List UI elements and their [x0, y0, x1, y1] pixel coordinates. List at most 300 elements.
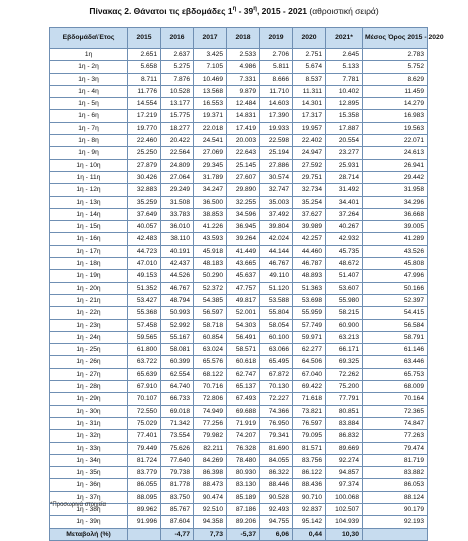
cell-average: 83.882 [363, 467, 428, 479]
cell-2020: 37.627 [293, 208, 326, 220]
change-2018: -5,37 [227, 528, 260, 540]
cell-week: 1η - 35η [50, 467, 128, 479]
table-title: Πίνακας 2. Θάνατοι τις εβδομάδες $1^\eta - 39^\eta$, 2015 - 2021 (αθροιστική σειρά) [89, 6, 379, 16]
cell-2017: 38.853 [194, 208, 227, 220]
cell-2018: 62.747 [227, 368, 260, 380]
cell-2019: 39.804 [260, 221, 293, 233]
cell-2018: 85.189 [227, 491, 260, 503]
cell-2018: 25.145 [227, 159, 260, 171]
cell-2015: 17.219 [128, 110, 161, 122]
table-row [50, 147, 428, 159]
cell-week: 1η - 3η [50, 73, 128, 85]
cell-2019: 44.144 [260, 245, 293, 257]
cell-2021: 94.857 [326, 467, 363, 479]
cell-2017: 29.345 [194, 159, 227, 171]
cell-2019: 37.492 [260, 208, 293, 220]
cell-2018: 74.207 [227, 430, 260, 442]
cell-2018: 27.607 [227, 171, 260, 183]
cell-2019: 30.574 [260, 171, 293, 183]
cell-week: 1η - 14η [50, 208, 128, 220]
cell-2018: 49.817 [227, 294, 260, 306]
cell-2020: 76.597 [293, 417, 326, 429]
cell-2021: 37.264 [326, 208, 363, 220]
cell-2019: 5.811 [260, 61, 293, 73]
table-row [50, 159, 428, 171]
cell-average: 65.753 [363, 368, 428, 380]
cell-2019: 65.495 [260, 356, 293, 368]
table-row [50, 196, 428, 208]
cell-2015: 61.800 [128, 344, 161, 356]
cell-week: 1η - 7η [50, 122, 128, 134]
cell-week: 1η - 17η [50, 245, 128, 257]
cell-week: 1η - 20η [50, 282, 128, 294]
cell-2017: 50.290 [194, 270, 227, 282]
cell-2021: 34.401 [326, 196, 363, 208]
cell-2018: 71.919 [227, 417, 260, 429]
cell-average: 68.009 [363, 381, 428, 393]
cell-2020: 67.040 [293, 368, 326, 380]
cell-2015: 5.658 [128, 61, 161, 73]
cell-2016: 58.081 [161, 344, 194, 356]
cell-average: 72.365 [363, 405, 428, 417]
cell-2015: 27.879 [128, 159, 161, 171]
cell-2020: 22.402 [293, 135, 326, 147]
cell-average: 70.164 [363, 393, 428, 405]
cell-2021: 10.402 [326, 85, 363, 97]
cell-week: 1η - 16η [50, 233, 128, 245]
cell-week: 1η - 39η [50, 516, 128, 528]
cell-week: 1η - 15η [50, 221, 128, 233]
cell-2016: 62.554 [161, 368, 194, 380]
table-row [50, 393, 428, 405]
cell-2020: 24.947 [293, 147, 326, 159]
cell-week: 1η - 25η [50, 344, 128, 356]
cell-2021: 104.939 [326, 516, 363, 528]
cell-2017: 56.597 [194, 307, 227, 319]
cell-average: 36.668 [363, 208, 428, 220]
cell-2020: 5.674 [293, 61, 326, 73]
cell-2021: 80.851 [326, 405, 363, 417]
cell-week: 1η - 37η [50, 491, 128, 503]
cell-average: 92.193 [363, 516, 428, 528]
header-week: Εβδομάδα\Έτος [50, 28, 128, 49]
cell-2017: 63.024 [194, 344, 227, 356]
cell-2015: 77.401 [128, 430, 161, 442]
cell-week: 1η - 4η [50, 85, 128, 97]
cell-2016: 87.604 [161, 516, 194, 528]
cell-week: 1η - 5η [50, 98, 128, 110]
cell-2020: 73.821 [293, 405, 326, 417]
cell-2021: 48.672 [326, 258, 363, 270]
cell-2021: 51.407 [326, 270, 363, 282]
cell-2015: 49.153 [128, 270, 161, 282]
cell-week: 1η - 21η [50, 294, 128, 306]
change-average [363, 528, 428, 540]
cell-2019: 8.666 [260, 73, 293, 85]
cell-week: 1η [50, 49, 128, 61]
cell-2015: 35.259 [128, 196, 161, 208]
cell-2019: 49.110 [260, 270, 293, 282]
cell-2018: 52.001 [227, 307, 260, 319]
table-row [50, 233, 428, 245]
change-2017: 7,73 [194, 528, 227, 540]
header-2015: 2015 [128, 28, 161, 49]
cell-2016: 77.640 [161, 454, 194, 466]
cell-2015: 55.368 [128, 307, 161, 319]
cell-2016: 66.733 [161, 393, 194, 405]
cell-average: 14.279 [363, 98, 428, 110]
cell-2020: 62.277 [293, 344, 326, 356]
cell-2021: 25.931 [326, 159, 363, 171]
cell-2015: 67.910 [128, 381, 161, 393]
cell-2016: 15.775 [161, 110, 194, 122]
cell-2021: 45.735 [326, 245, 363, 257]
cell-2015: 11.776 [128, 85, 161, 97]
cell-2018: 29.890 [227, 184, 260, 196]
cell-2015: 2.651 [128, 49, 161, 61]
cell-2020: 44.460 [293, 245, 326, 257]
table-row [50, 467, 428, 479]
cell-average: 58.791 [363, 331, 428, 343]
cell-2020: 69.422 [293, 381, 326, 393]
cell-average: 26.941 [363, 159, 428, 171]
table-row [50, 49, 428, 61]
header-2017: 2017 [194, 28, 227, 49]
cell-2015: 88.095 [128, 491, 161, 503]
table-row [50, 331, 428, 343]
cell-2020: 32.734 [293, 184, 326, 196]
cell-2019: 14.603 [260, 98, 293, 110]
cell-2016: 36.010 [161, 221, 194, 233]
cell-week: 1η - 34η [50, 454, 128, 466]
cell-2019: 92.493 [260, 503, 293, 515]
cell-2018: 4.986 [227, 61, 260, 73]
table-row [50, 245, 428, 257]
cell-2017: 31.789 [194, 171, 227, 183]
table-row [50, 405, 428, 417]
cell-2019: 81.690 [260, 442, 293, 454]
cell-2017: 68.122 [194, 368, 227, 380]
cell-2015: 81.724 [128, 454, 161, 466]
cell-2020: 83.756 [293, 454, 326, 466]
cell-2020: 55.959 [293, 307, 326, 319]
cell-week: 1η - 27η [50, 368, 128, 380]
cell-2020: 81.571 [293, 442, 326, 454]
cell-2019: 22.598 [260, 135, 293, 147]
cell-2019: 84.055 [260, 454, 293, 466]
cell-2019: 79.341 [260, 430, 293, 442]
cell-2019: 32.747 [260, 184, 293, 196]
cell-2018: 56.491 [227, 331, 260, 343]
cell-2020: 90.710 [293, 491, 326, 503]
cell-2016: 2.637 [161, 49, 194, 61]
cell-2015: 86.055 [128, 479, 161, 491]
cell-week: 1η - 30η [50, 405, 128, 417]
cell-2021: 100.068 [326, 491, 363, 503]
cell-2017: 54.385 [194, 294, 227, 306]
table-row [50, 171, 428, 183]
cell-2016: 50.993 [161, 307, 194, 319]
cell-2015: 44.723 [128, 245, 161, 257]
cell-2020: 88.436 [293, 479, 326, 491]
table-row [50, 135, 428, 147]
table-row [50, 73, 428, 85]
cell-2020: 57.749 [293, 319, 326, 331]
table-row [50, 258, 428, 270]
cell-2020: 59.971 [293, 331, 326, 343]
cell-2016: 85.767 [161, 503, 194, 515]
cell-2020: 39.989 [293, 221, 326, 233]
cell-2020: 53.698 [293, 294, 326, 306]
cell-2016: 81.778 [161, 479, 194, 491]
cell-2019: 58.054 [260, 319, 293, 331]
cell-2018: 45.637 [227, 270, 260, 282]
cell-2017: 41.226 [194, 221, 227, 233]
table-row [50, 122, 428, 134]
cell-2015: 75.029 [128, 417, 161, 429]
cell-average: 34.296 [363, 196, 428, 208]
cell-week: 1η - 32η [50, 430, 128, 442]
cell-week: 1η - 33η [50, 442, 128, 454]
table-row [50, 98, 428, 110]
cell-2021: 7.781 [326, 73, 363, 85]
cell-2019: 27.886 [260, 159, 293, 171]
cell-average: 81.719 [363, 454, 428, 466]
cell-2020: 71.618 [293, 393, 326, 405]
table-row [50, 516, 428, 528]
cell-2021: 83.884 [326, 417, 363, 429]
cell-average: 90.179 [363, 503, 428, 515]
cell-average: 74.847 [363, 417, 428, 429]
table-row [50, 110, 428, 122]
cell-2020: 79.095 [293, 430, 326, 442]
cell-average: 52.397 [363, 294, 428, 306]
cell-2021: 20.554 [326, 135, 363, 147]
cell-2015: 42.483 [128, 233, 161, 245]
cell-2021: 58.215 [326, 307, 363, 319]
cell-2021: 15.358 [326, 110, 363, 122]
cell-2016: 64.740 [161, 381, 194, 393]
header-2021: 2021* [326, 28, 363, 49]
cell-2020: 48.893 [293, 270, 326, 282]
cell-2016: 31.508 [161, 196, 194, 208]
cell-average: 79.474 [363, 442, 428, 454]
cell-2021: 31.492 [326, 184, 363, 196]
cell-average: 45.808 [363, 258, 428, 270]
cell-week: 1η - 28η [50, 381, 128, 393]
cell-week: 1η - 18η [50, 258, 128, 270]
cell-average: 19.563 [363, 122, 428, 134]
cell-2017: 79.982 [194, 430, 227, 442]
cell-2017: 10.469 [194, 73, 227, 85]
cell-2015: 83.779 [128, 467, 161, 479]
cell-2018: 43.665 [227, 258, 260, 270]
cell-2017: 43.593 [194, 233, 227, 245]
cell-2020: 86.122 [293, 467, 326, 479]
cell-2015: 8.711 [128, 73, 161, 85]
cell-2015: 70.107 [128, 393, 161, 405]
table-row [50, 307, 428, 319]
cell-2017: 84.269 [194, 454, 227, 466]
cell-2016: 33.783 [161, 208, 194, 220]
cell-2018: 36.945 [227, 221, 260, 233]
cell-week: 1η - 26η [50, 356, 128, 368]
cell-2021: 75.200 [326, 381, 363, 393]
cell-2017: 16.553 [194, 98, 227, 110]
cell-2017: 90.474 [194, 491, 227, 503]
cell-2015: 22.460 [128, 135, 161, 147]
table-row [50, 208, 428, 220]
cell-2021: 23.277 [326, 147, 363, 159]
cell-average: 41.289 [363, 233, 428, 245]
cell-2019: 60.100 [260, 331, 293, 343]
table-row [50, 381, 428, 393]
cell-2018: 2.533 [227, 49, 260, 61]
cell-2015: 79.449 [128, 442, 161, 454]
cell-week: 1η - 13η [50, 196, 128, 208]
cell-week: 1η - 38η [50, 503, 128, 515]
cell-week: 1η - 22η [50, 307, 128, 319]
cell-average: 16.983 [363, 110, 428, 122]
cell-2017: 13.568 [194, 85, 227, 97]
table-row [50, 454, 428, 466]
cell-average: 8.629 [363, 73, 428, 85]
cell-average: 31.958 [363, 184, 428, 196]
cell-2021: 2.645 [326, 49, 363, 61]
cell-2019: 35.003 [260, 196, 293, 208]
cell-2021: 42.932 [326, 233, 363, 245]
cell-2017: 3.425 [194, 49, 227, 61]
change-2021: 10,30 [326, 528, 363, 540]
cell-2015: 30.426 [128, 171, 161, 183]
cell-2018: 12.484 [227, 98, 260, 110]
cell-2017: 77.256 [194, 417, 227, 429]
cell-2021: 97.374 [326, 479, 363, 491]
cell-2018: 9.879 [227, 85, 260, 97]
cell-average: 47.996 [363, 270, 428, 282]
cell-2020: 51.363 [293, 282, 326, 294]
cell-2016: 46.767 [161, 282, 194, 294]
cell-2019: 74.366 [260, 405, 293, 417]
table-row [50, 503, 428, 515]
table-row [50, 270, 428, 282]
table-row [50, 442, 428, 454]
table-row [50, 319, 428, 331]
cell-2017: 7.105 [194, 61, 227, 73]
cell-2019: 76.950 [260, 417, 293, 429]
cell-average: 54.415 [363, 307, 428, 319]
cell-2018: 20.003 [227, 135, 260, 147]
cell-week: 1η - 36η [50, 479, 128, 491]
cell-2017: 34.247 [194, 184, 227, 196]
cell-2021: 55.980 [326, 294, 363, 306]
cell-2017: 58.718 [194, 319, 227, 331]
table-row [50, 479, 428, 491]
cell-week: 1η - 6η [50, 110, 128, 122]
cell-week: 1η - 29η [50, 393, 128, 405]
cell-week: 1η - 24η [50, 331, 128, 343]
cell-2020: 64.506 [293, 356, 326, 368]
cell-average: 56.584 [363, 319, 428, 331]
cell-2018: 32.255 [227, 196, 260, 208]
deaths-table [49, 27, 444, 541]
table-row [50, 356, 428, 368]
cell-2021: 86.832 [326, 430, 363, 442]
cell-2018: 54.303 [227, 319, 260, 331]
cell-2017: 45.918 [194, 245, 227, 257]
cell-2017: 70.716 [194, 381, 227, 393]
cell-2018: 89.206 [227, 516, 260, 528]
cell-2019: 55.804 [260, 307, 293, 319]
cell-2021: 69.325 [326, 356, 363, 368]
cell-average: 63.446 [363, 356, 428, 368]
cell-2016: 42.437 [161, 258, 194, 270]
cell-2021: 60.900 [326, 319, 363, 331]
cell-2015: 59.565 [128, 331, 161, 343]
cell-average: 43.526 [363, 245, 428, 257]
cell-2017: 36.500 [194, 196, 227, 208]
cell-2015: 65.639 [128, 368, 161, 380]
cell-average: 39.005 [363, 221, 428, 233]
cell-2020: 46.787 [293, 258, 326, 270]
cell-2016: 18.277 [161, 122, 194, 134]
cell-2016: 13.177 [161, 98, 194, 110]
cell-2019: 67.872 [260, 368, 293, 380]
cell-2021: 77.791 [326, 393, 363, 405]
table-row [50, 61, 428, 73]
cell-2015: 47.010 [128, 258, 161, 270]
cell-week: 1η - 10η [50, 159, 128, 171]
table-row [50, 430, 428, 442]
cell-average: 2.783 [363, 49, 428, 61]
cell-2020: 92.837 [293, 503, 326, 515]
cell-2015: 40.057 [128, 221, 161, 233]
cell-2019: 86.322 [260, 467, 293, 479]
cell-2015: 57.458 [128, 319, 161, 331]
cell-2021: 92.274 [326, 454, 363, 466]
cell-average: 29.442 [363, 171, 428, 183]
change-2016: -4,77 [161, 528, 194, 540]
cell-week: 1η - 19η [50, 270, 128, 282]
cell-2019: 2.706 [260, 49, 293, 61]
cell-2017: 52.372 [194, 282, 227, 294]
cell-2015: 25.250 [128, 147, 161, 159]
cell-2016: 5.275 [161, 61, 194, 73]
cell-2021: 63.213 [326, 331, 363, 343]
table-row [50, 85, 428, 97]
cell-2018: 58.571 [227, 344, 260, 356]
cell-average: 11.459 [363, 85, 428, 97]
cell-2020: 11.311 [293, 85, 326, 97]
cell-2019: 42.024 [260, 233, 293, 245]
cell-2019: 25.194 [260, 147, 293, 159]
cell-2015: 72.550 [128, 405, 161, 417]
cell-2019: 90.528 [260, 491, 293, 503]
cell-week: 1η - 8η [50, 135, 128, 147]
header-2020: 2020 [293, 28, 326, 49]
cell-2016: 38.110 [161, 233, 194, 245]
cell-2016: 40.191 [161, 245, 194, 257]
change-2019: 6,06 [260, 528, 293, 540]
cell-average: 77.263 [363, 430, 428, 442]
cell-2021: 53.607 [326, 282, 363, 294]
table-row [50, 184, 428, 196]
cell-week: 1η - 2η [50, 61, 128, 73]
cell-2016: 24.809 [161, 159, 194, 171]
cell-2017: 72.806 [194, 393, 227, 405]
cell-2017: 65.576 [194, 356, 227, 368]
cell-2020: 35.254 [293, 196, 326, 208]
